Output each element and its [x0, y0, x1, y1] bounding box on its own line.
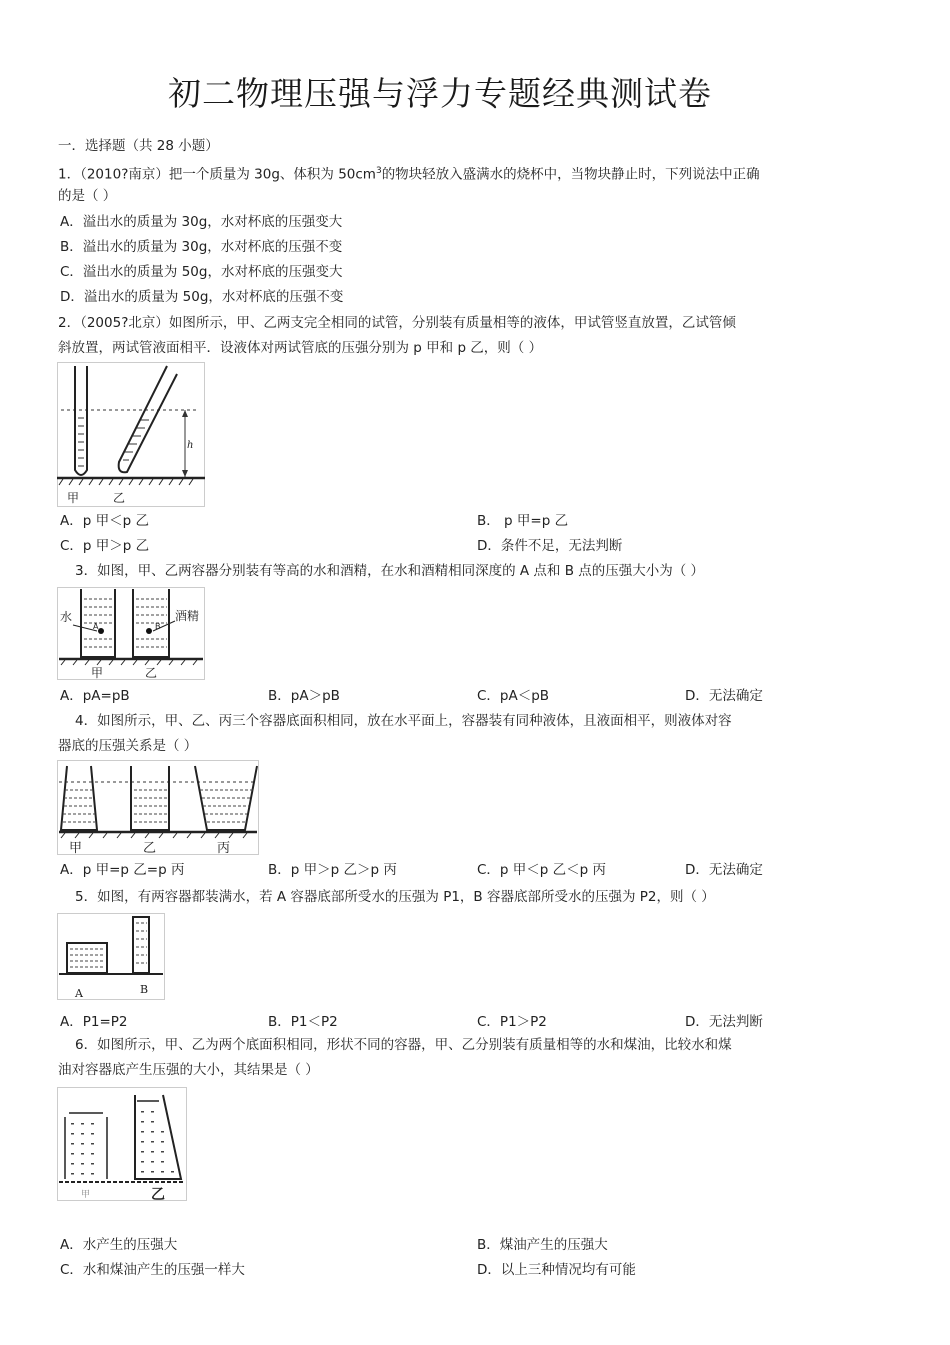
q3-option-c: C．pA＜pB — [477, 688, 550, 704]
q5-option-a: A．P1=P2 — [60, 1014, 128, 1030]
q4-figure-containers — [57, 760, 259, 855]
q1-option-c: C．溢出水的质量为 50g，水对杯底的压强变大 — [60, 264, 343, 280]
q6-option-a: A．水产生的压强大 — [60, 1237, 178, 1253]
q6-figure-containers — [57, 1087, 187, 1201]
q1-stem-line1 — [58, 163, 760, 183]
q2-option-a: A．p 甲＜p 乙 — [60, 513, 149, 529]
q5-option-c: C．P1＞P2 — [477, 1014, 547, 1030]
q2-fig-label-yi: 乙 — [113, 491, 126, 505]
q4-stem-line2: 器底的压强关系是（ ） — [58, 738, 198, 754]
q6-option-c: C．水和煤油产生的压强一样大 — [60, 1262, 245, 1278]
q5-stem-line1: 5．如图，有两容器都装满水，若 A 容器底部所受水的压强为 P1，B 容器底部所受水的压强为 P2，则（ ） — [75, 889, 715, 905]
q6-stem-line2: 油对容器底产生压强的大小，其结果是（ ） — [58, 1062, 319, 1078]
q2-stem-line2: 斜放置，两试管液面相平．设液体对两试管底的压强分别为 p 甲和 p 乙，则（ ） — [58, 340, 543, 356]
q6-option-b: B．煤油产生的压强大 — [477, 1237, 608, 1253]
q3-option-b: B．pA＞pB — [268, 688, 340, 704]
q2-fig-label-jia: 甲 — [67, 491, 80, 505]
q5-fig-label-b: B — [140, 983, 149, 996]
q4-option-c: C．p 甲＜p 乙＜p 丙 — [477, 862, 607, 878]
q2-option-b: B． p 甲=p 乙 — [477, 513, 569, 529]
q3-fig-label-yi: 乙 — [145, 666, 158, 680]
q6-fig-label-yi: 乙 — [151, 1187, 165, 1201]
q4-option-b: B．p 甲＞p 乙＞p 丙 — [268, 862, 397, 878]
q3-fig-label-alcohol: 酒精 — [175, 609, 200, 623]
q1-stem-line2: 的是（ ） — [58, 188, 117, 204]
q2-option-c: C．p 甲＞p 乙 — [60, 538, 150, 554]
q3-figure-containers — [57, 587, 205, 680]
q3-fig-label-water: 水 — [60, 610, 73, 624]
q3-option-a: A．pA=pB — [60, 688, 130, 704]
q1-option-d: D．溢出水的质量为 50g，水对杯底的压强不变 — [60, 289, 344, 305]
q3-fig-label-jia: 甲 — [91, 666, 104, 680]
section-heading: 一．选择题（共 28 小题） — [58, 138, 219, 154]
q1-option-b: B．溢出水的质量为 30g，水对杯底的压强不变 — [60, 239, 343, 255]
q4-fig-label-yi: 乙 — [143, 841, 157, 855]
q5-option-d: D．无法判断 — [685, 1014, 763, 1030]
q3-option-d: D．无法确定 — [685, 688, 763, 704]
q4-option-d: D．无法确定 — [685, 862, 763, 878]
q1-stem-pre: 1．（2010?南京）把一个质量为 30g、体积为 50cm — [58, 166, 376, 183]
q1-stem-post: 的物块轻放入盛满水的烧杯中，当物块静止时，下列说法中正确 — [381, 166, 760, 183]
q2-fig-label-h: h — [187, 440, 194, 451]
q4-option-a: A．p 甲=p 乙=p 丙 — [60, 862, 185, 878]
q3-fig-label-a: A — [93, 622, 99, 631]
q2-option-d: D．条件不足，无法判断 — [477, 538, 623, 554]
q1-option-a: A．溢出水的质量为 30g，水对杯底的压强变大 — [60, 214, 343, 230]
q5-fig-label-a: A — [75, 987, 83, 1000]
q4-fig-label-bing: 丙 — [217, 841, 231, 855]
q5-option-b: B．P1＜P2 — [268, 1014, 338, 1030]
q6-stem-line1: 6．如图所示，甲、乙为两个底面积相同，形状不同的容器，甲、乙分别装有质量相等的水和煤油，比较水和煤 — [75, 1037, 732, 1053]
q4-stem-line1: 4．如图所示，甲、乙、丙三个容器底面积相同，放在水平面上，容器装有同种液体，且液面相平，则液体对容 — [75, 713, 732, 729]
q3-stem-line1: 3．如图，甲、乙两容器分别装有等高的水和酒精，在水和酒精相同深度的 A 点和 B 点的压强大小为（ ） — [75, 563, 705, 579]
q3-fig-label-b: B — [155, 622, 161, 631]
q2-stem-line1: 2．（2005?北京）如图所示，甲、乙两支完全相同的试管，分别装有质量相等的液体，甲试管竖直放置，乙试管倾 — [58, 315, 736, 331]
q5-figure-containers — [57, 913, 165, 1000]
q6-fig-label-jia: 甲 — [81, 1190, 91, 1200]
q2-figure-test-tubes — [57, 362, 205, 507]
page-title: 初二物理压强与浮力专题经典测试卷 — [168, 74, 712, 113]
q6-option-d: D．以上三种情况均有可能 — [477, 1262, 636, 1278]
q4-fig-label-jia: 甲 — [69, 841, 83, 855]
q1-stem-sup: 3 — [375, 166, 382, 176]
